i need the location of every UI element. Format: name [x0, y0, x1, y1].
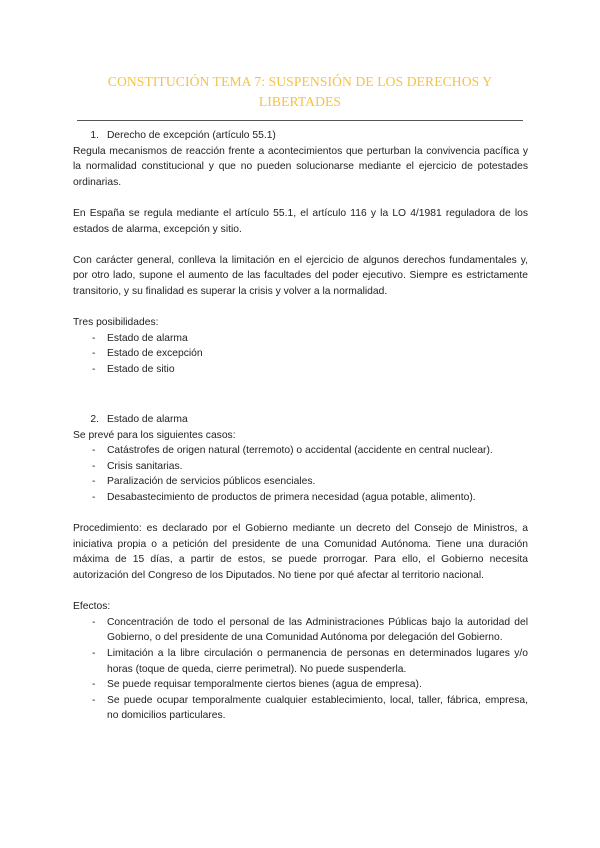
bullet-dash: - [92, 445, 96, 457]
bullet-dash: - [92, 460, 96, 472]
section-2-heading [73, 412, 528, 428]
list-item: - Catástrofes de origen natural (terremoto) o accidental (accidente en central nuclear). [73, 443, 528, 459]
list-item: - Crisis sanitarias. [73, 459, 528, 475]
list-item: - Limitación a la libre circulación o permanencia de personas en determinados lugares y/o horas (toque de queda, cierre perimetral). No puede suspenderla. [73, 646, 528, 677]
effects-list [73, 615, 528, 724]
procedure-paragraph: Procedimiento: es declarado por el Gobierno mediante un decreto del Consejo de Ministros, a iniciativa propia o a petición del presidente de una Comunidad Autónoma. Tiene una duración máxima de 15 días, a partir de estos, se puede prorrogar. Para ello, el Gobierno necesita autorización del Congreso de los Diputados. No tiene por qué afectar al territorio nacional. [73, 523, 528, 582]
bullet-dash: - [92, 363, 96, 375]
list-item: - Desabastecimiento de productos de primera necesidad (agua potable, alimento). [73, 490, 528, 506]
list-item: - Concentración de todo el personal de las Administraciones Públicas bajo la autoridad del Gobierno, o del presidente de una Comunidad Autónoma por delegación del Gobierno. [73, 615, 528, 646]
cases-list [73, 443, 528, 505]
possibilities-list [73, 331, 528, 378]
bullet-dash: - [92, 694, 96, 706]
bullet-dash: - [92, 679, 96, 691]
section-1-heading [73, 128, 528, 144]
section-1-number: 1. [90, 130, 99, 141]
bullet-dash: - [92, 348, 96, 360]
paragraph: En España se regula mediante el artículo 55.1, el artículo 116 y la LO 4/1981 reguladora de los estados de alarma, excepción y sitio. [73, 207, 528, 235]
bullet-dash: - [92, 476, 96, 488]
page-title: CONSTITUCIÓN TEMA 7: SUSPENSIÓN DE LOS DERECHOS Y LIBERTADES [107, 74, 493, 109]
list-item: - Se puede ocupar temporalmente cualquier establecimiento, local, taller, fábrica, empresa, no domicilios particulares. [73, 693, 528, 724]
list-item: - Estado de sitio [73, 362, 528, 378]
document-body [73, 128, 528, 724]
bullet-dash: - [92, 492, 96, 504]
list-intro: Efectos: [73, 601, 111, 613]
list-item: - Estado de excepción [73, 346, 528, 362]
list-item: - Paralización de servicios públicos esenciales. [73, 474, 528, 490]
section-1-title: Derecho de excepción (artículo 55.1) [107, 130, 276, 141]
paragraph: Regula mecanismos de reacción frente a acontecimientos que perturban la convivencia pacífica y la normalidad constitucional y que no pueden solucionarse mediante el ejercicio de potestades ordinarias. [73, 145, 528, 188]
list-intro: Se prevé para los siguientes casos: [73, 429, 236, 441]
section-2-number: 2. [90, 414, 99, 426]
section-2-title: Estado de alarma [107, 414, 188, 426]
title-divider [77, 120, 523, 121]
bullet-dash: - [92, 648, 96, 659]
list-item: - Se puede requisar temporalmente ciertos bienes (agua de empresa). [73, 677, 528, 693]
bullet-dash: - [92, 332, 96, 344]
list-intro: Tres posibilidades: [73, 317, 159, 329]
paragraph: Con carácter general, conlleva la limitación en el ejercicio de algunos derechos fundamentales y, por otro lado, supone el aumento de las facultades del poder ejecutivo. Siempre es estrictamente transitorio, y su finalidad es superar la crisis y volver a la normalidad. [73, 254, 528, 297]
bullet-dash: - [92, 616, 96, 628]
list-item: - Estado de alarma [73, 331, 528, 347]
